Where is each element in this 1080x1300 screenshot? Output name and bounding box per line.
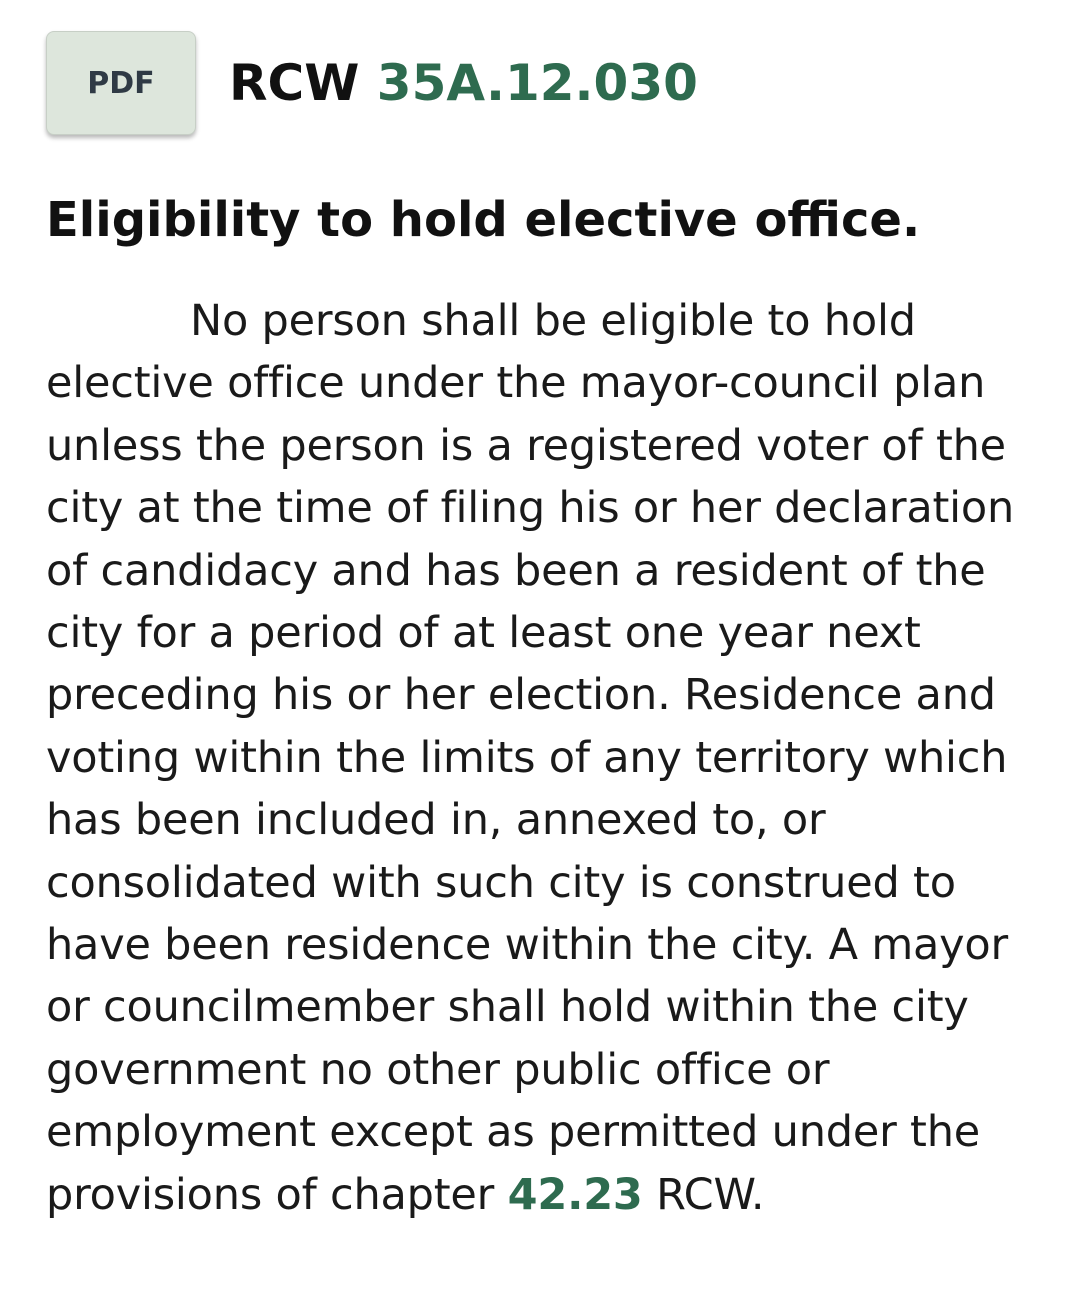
rcw-prefix: RCW <box>229 54 360 112</box>
statute-body: No person shall be eligible to hold elective office under the mayor-council plan unless the person is a registered voter of the city at the time of filing his or her declaration of candidacy and has been a resident of the city for a period of at least one year next preceding his or her election. Residence and voting within the limits of any territory which has been included in, annexed to, or consolidated with such city is construed to have been residence within the city. A mayor or councilmember shall hold within the city government no other public office or employment except as permitted under the provisions of chapter <box>46 296 1015 1220</box>
section-heading: Eligibility to hold elective office. <box>46 192 921 248</box>
statute-suffix: RCW. <box>656 1169 765 1220</box>
chapter-link[interactable]: 42.23 <box>507 1169 643 1220</box>
header <box>46 31 698 135</box>
page-title <box>229 54 698 112</box>
pdf-button[interactable]: PDF <box>46 31 196 135</box>
statute-text <box>46 290 1036 1226</box>
rcw-number-link[interactable]: 35A.12.030 <box>376 54 698 112</box>
